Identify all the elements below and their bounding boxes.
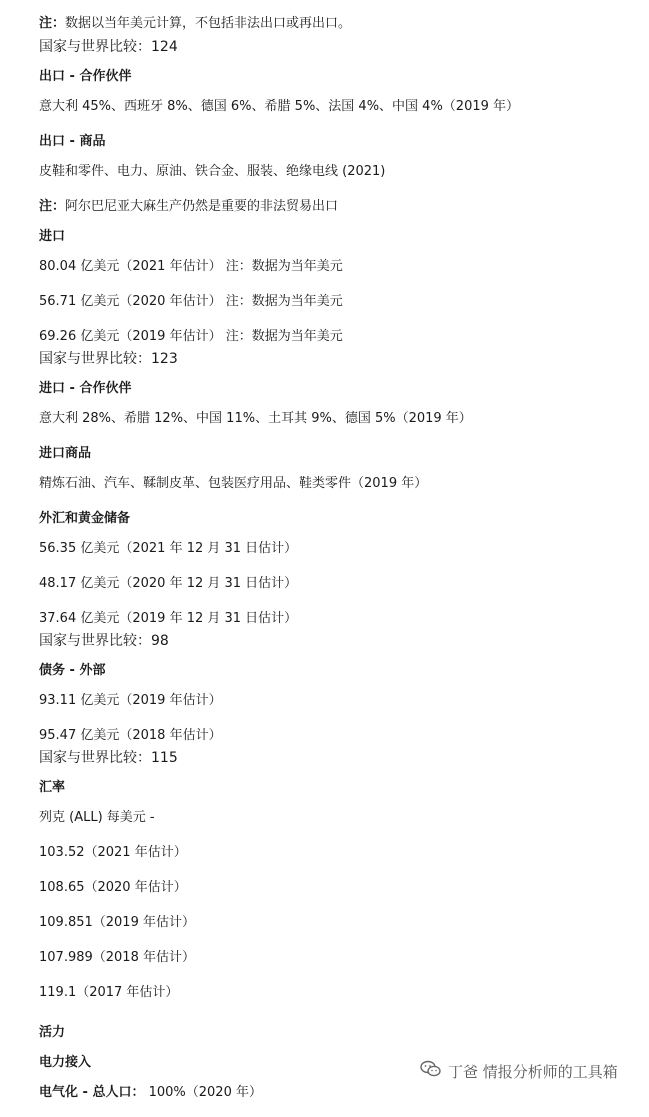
reserves-heading: 外汇和黄金储备 xyxy=(39,511,131,526)
note-export-data: 注：数据以当年美元计算，不包括非法出口或再出口。 xyxy=(39,16,352,31)
imports-2020: 56.71 亿美元（2020 年估计） 注：数据为当年美元 xyxy=(39,294,343,309)
exports-partners-heading: 出口 - 合作伙伴 xyxy=(39,69,132,84)
debt-world-rank: 国家与世界比较：115 xyxy=(39,750,178,766)
exchange-2019: 109.851（2019 年估计） xyxy=(39,915,195,930)
exports-commodities-heading: 出口 - 商品 xyxy=(39,134,106,149)
watermark xyxy=(420,1058,640,1084)
imports-world-rank: 国家与世界比较：123 xyxy=(39,351,178,367)
wechat-icon xyxy=(420,1060,448,1082)
electricity-access-heading: 电力接入 xyxy=(39,1055,92,1070)
exchange-heading: 汇率 xyxy=(39,780,66,795)
imports-partners-heading: 进口 - 合作伙伴 xyxy=(39,381,132,396)
exchange-2017: 119.1（2017 年估计） xyxy=(39,985,179,1000)
debt-heading: 债务 - 外部 xyxy=(39,663,106,678)
document-body xyxy=(39,10,639,1117)
exchange-2020: 108.65（2020 年估计） xyxy=(39,880,187,895)
reserves-2020: 48.17 亿美元（2020 年 12 月 31 日估计） xyxy=(39,576,298,591)
debt-2019: 93.11 亿美元（2019 年估计） xyxy=(39,693,222,708)
watermark-text: 丁爸 情报分析师的工具箱 xyxy=(448,1062,618,1081)
exchange-2021: 103.52（2021 年估计） xyxy=(39,845,187,860)
energy-heading: 活力 xyxy=(39,1025,66,1040)
debt-2018: 95.47 亿美元（2018 年估计） xyxy=(39,728,222,743)
imports-2021: 80.04 亿美元（2021 年估计） 注：数据为当年美元 xyxy=(39,259,343,274)
note-illegal-trade: 注：阿尔巴尼亚大麻生产仍然是重要的非法贸易出口 xyxy=(39,199,339,214)
imports-partners-text: 意大利 28%、希腊 12%、中国 11%、土耳其 9%、德国 5%（2019 年） xyxy=(39,411,472,426)
exchange-2018: 107.989（2018 年估计） xyxy=(39,950,195,965)
exports-partners-text: 意大利 45%、西班牙 8%、德国 6%、希腊 5%、法国 4%、中国 4%（2019 年） xyxy=(39,99,520,114)
reserves-world-rank: 国家与世界比较：98 xyxy=(39,633,169,649)
electrification-line: 电气化 - 总人口： 100%（2020 年） xyxy=(39,1085,262,1100)
exports-commodities-text: 皮鞋和零件、电力、原油、铁合金、服装、绝缘电线 (2021) xyxy=(39,164,386,179)
reserves-2019: 37.64 亿美元（2019 年 12 月 31 日估计） xyxy=(39,611,298,626)
imports-2019: 69.26 亿美元（2019 年估计） 注：数据为当年美元 xyxy=(39,329,343,344)
imports-commodities-heading: 进口商品 xyxy=(39,446,92,461)
exchange-unit: 列克 (ALL) 每美元 - xyxy=(39,810,155,825)
imports-commodities-text: 精炼石油、汽车、鞣制皮革、包装医疗用品、鞋类零件（2019 年） xyxy=(39,476,428,491)
reserves-2021: 56.35 亿美元（2021 年 12 月 31 日估计） xyxy=(39,541,298,556)
exports-world-rank: 国家与世界比较：124 xyxy=(39,39,178,55)
imports-heading: 进口 xyxy=(39,229,66,244)
